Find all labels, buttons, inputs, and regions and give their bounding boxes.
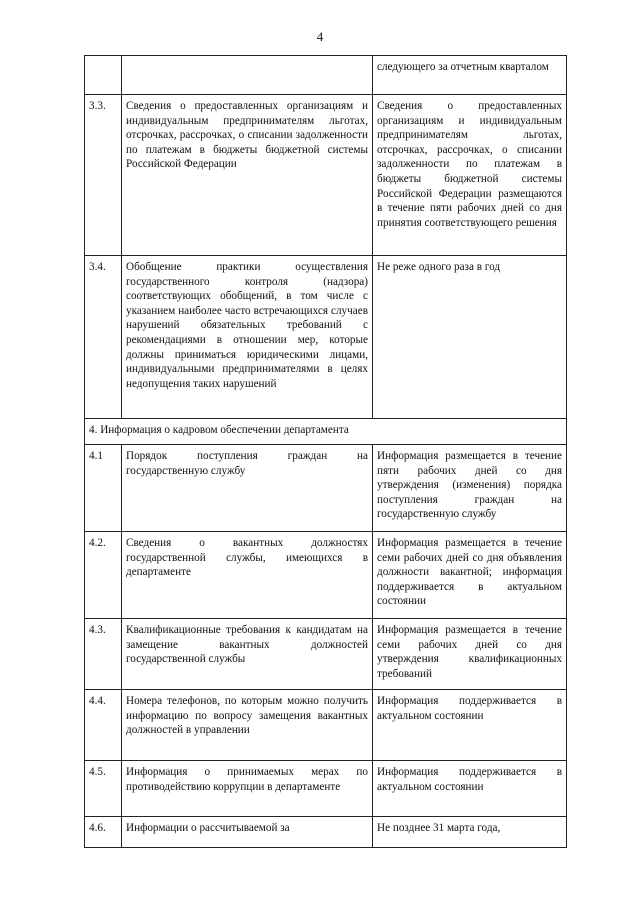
section-title: 4. Информация о кадровом обеспечении департамента (85, 419, 567, 445)
table-row (85, 445, 567, 532)
table-row (85, 619, 567, 690)
item-name: Квалификационные требования к кандидатам на замещение вакантных должностей государственной службы (122, 619, 373, 690)
table-row (85, 56, 567, 95)
item-name: Обобщение практики осуществления государственного контроля (надзора) соответствующих обобщений, в том числе с указанием наиболее часто встречающихся случаев нарушений обязательных требований с рекомендациями в отношении мер, которые должны приниматься юридическими лицами, индивидуальными предпринимателями в целях недопущения таких нарушений (122, 256, 373, 419)
item-term: Информация поддерживается в актуальном состоянии (373, 690, 567, 761)
item-term: Информация размещается в течение пяти рабочих дней со дня утверждения (изменения) порядка поступления граждан на государственную службу (373, 445, 567, 532)
item-number: 3.4. (85, 256, 122, 419)
item-name: Сведения о предоставленных организациям и индивидуальным предпринимателям льготах, отсрочках, рассрочках, о списании задолженности по платежам в бюджеты бюджетной системы Российской Федерации (122, 95, 373, 256)
item-name: Информации о рассчитываемой за (122, 817, 373, 848)
disclosure-table (84, 55, 567, 848)
item-number: 4.3. (85, 619, 122, 690)
item-name: Информация о принимаемых мерах по противодействию коррупции в департаменте (122, 761, 373, 817)
item-number: 4.4. (85, 690, 122, 761)
item-term: следующего за отчетным кварталом (373, 56, 567, 95)
item-number (85, 56, 122, 95)
table-row (85, 256, 567, 419)
item-term: Сведения о предоставленных организациям и индивидуальным предпринимателям льготах, отсрочках, рассрочках, о списании задолженности по платежам в бюджеты бюджетной системы Российской Федерации размещаются в течение пяти рабочих дней со дня принятия соответствующего решения (373, 95, 567, 256)
item-number: 3.3. (85, 95, 122, 256)
item-term: Информация поддерживается в актуальном состоянии (373, 761, 567, 817)
item-number: 4.6. (85, 817, 122, 848)
table-body (85, 56, 567, 848)
table-row (85, 817, 567, 848)
item-term: Информация размещается в течение семи рабочих дней со дня объявления должности вакантной; информация поддерживается в актуальном состоянии (373, 532, 567, 619)
item-name: Сведения о вакантных должностях государственной службы, имеющихся в департаменте (122, 532, 373, 619)
table-row (85, 761, 567, 817)
item-number: 4.1 (85, 445, 122, 532)
item-number: 4.2. (85, 532, 122, 619)
section-header-row (85, 419, 567, 445)
page-number: 4 (316, 29, 324, 44)
table-row (85, 690, 567, 761)
item-term: Не позднее 31 марта года, (373, 817, 567, 848)
item-name: Номера телефонов, по которым можно получить информацию по вопросу замещения вакантных должностей в управлении (122, 690, 373, 761)
table-row (85, 95, 567, 256)
item-name: Порядок поступления граждан на государственную службу (122, 445, 373, 532)
item-number: 4.5. (85, 761, 122, 817)
item-name (122, 56, 373, 95)
table-row (85, 532, 567, 619)
item-term: Не реже одного раза в год (373, 256, 567, 419)
item-term: Информация размещается в течение семи рабочих дней со дня утверждения квалификационных требований (373, 619, 567, 690)
